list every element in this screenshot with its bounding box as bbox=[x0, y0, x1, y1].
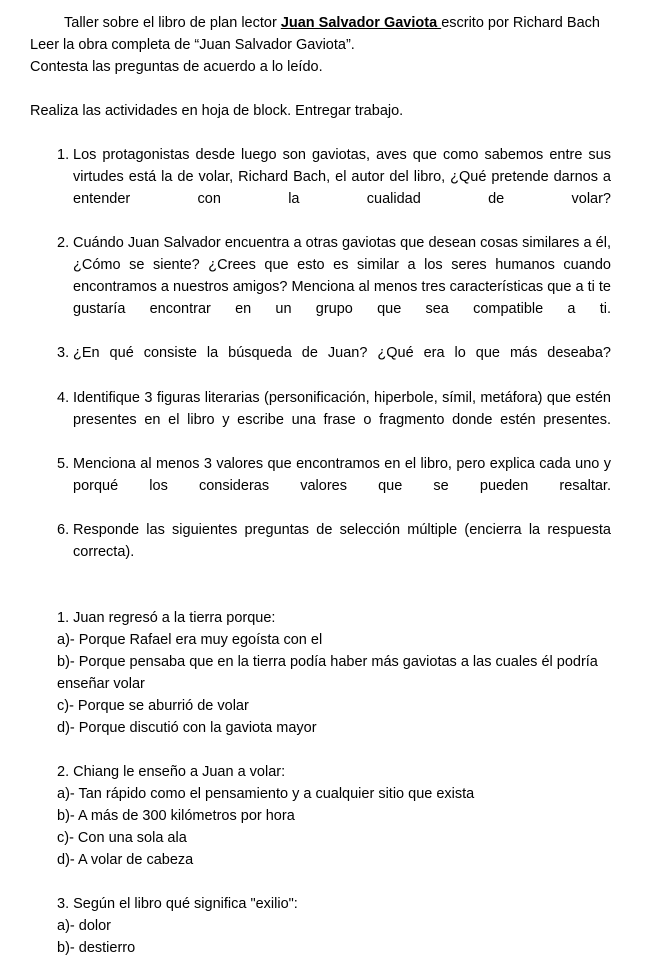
mc-option[interactable]: b)- A más de 300 kilómetros por hora bbox=[57, 808, 295, 825]
intro-line-4: Realiza las actividades en hoja de block. Entregar trabajo. bbox=[30, 103, 404, 120]
mc-option[interactable]: b)- destierro bbox=[57, 940, 136, 957]
question-marker: 1. bbox=[57, 147, 70, 164]
intro-line-2: Leer la obra completa de “Juan Salvador Gaviota”. bbox=[30, 37, 355, 54]
question-text: Identifique 3 figuras literarias (personificación, hiperbole, símil, metáfora) que estén presentes en el libro y escribe una frase o fragmento donde estén presentes. bbox=[73, 389, 611, 428]
question-item bbox=[30, 232, 611, 342]
mc-question-prompt: 2. Chiang le enseño a Juan a volar: bbox=[57, 764, 286, 781]
question-item bbox=[30, 453, 611, 519]
mc-gap bbox=[30, 739, 611, 761]
mc-option[interactable]: c)- Porque se aburrió de volar bbox=[57, 697, 249, 714]
question-item bbox=[30, 387, 611, 453]
mc-option[interactable]: c)- Con una sola ala bbox=[57, 830, 187, 847]
mc-gap bbox=[30, 585, 611, 607]
mc-option[interactable]: d)- Porque discutió con la gaviota mayor bbox=[57, 720, 317, 736]
question-text: Menciona al menos 3 valores que encontramos en el libro, pero explica cada uno y porqué los consideras valores que se pueden resaltar. bbox=[73, 455, 611, 494]
question-marker: 2. bbox=[57, 235, 70, 252]
mc-option[interactable]: b)- Porque pensaba que en la tierra podía haber más gaviotas a las cuales él podría enseñar volar bbox=[57, 653, 598, 692]
mc-gap bbox=[30, 871, 611, 893]
question-text: Cuándo Juan Salvador encuentra a otras gaviotas que desean cosas similares a él, ¿Cómo se siente? ¿Crees que esto es similar a los seres humanos cuando encontramos a nuestros amigos? Menciona al menos tres características que a ti te gustaría encontrar en un grupo que sea compatible a ti. bbox=[73, 235, 611, 318]
question-marker: 4. bbox=[57, 389, 70, 406]
question-item bbox=[30, 342, 611, 386]
section-spacer-top bbox=[30, 122, 611, 144]
question-marker: 3. bbox=[57, 345, 70, 362]
multiple-choice-section bbox=[30, 585, 611, 959]
question-marker: 5. bbox=[57, 455, 70, 472]
intro-block bbox=[30, 12, 611, 122]
intro-title-prefix: Taller sobre el libro de plan lector bbox=[64, 15, 281, 31]
intro-line-3: Contesta las preguntas de acuerdo a lo leído. bbox=[30, 59, 323, 76]
mc-option[interactable]: a)- dolor bbox=[57, 918, 111, 935]
intro-spacer bbox=[30, 78, 611, 100]
mc-option[interactable]: a)- Porque Rafael era muy egoísta con el bbox=[57, 631, 323, 648]
mc-option[interactable]: a)- Tan rápido como el pensamiento y a cualquier sitio que exista bbox=[57, 786, 475, 803]
intro-title-line bbox=[30, 12, 611, 34]
question-marker: 6. bbox=[57, 521, 70, 538]
question-text: Responde las siguientes preguntas de selección múltiple (encierra la respuesta correcta). bbox=[73, 521, 611, 560]
intro-title-suffix: escrito por Richard Bach bbox=[441, 15, 600, 31]
question-item bbox=[30, 519, 611, 585]
question-text: Los protagonistas desde luego son gaviotas, aves que como sabemos entre sus virtudes está la de volar, Richard Bach, el autor del libro, ¿Qué pretende darnos a entender con la cualidad de volar? bbox=[73, 147, 611, 208]
book-title: Juan Salvador Gaviota bbox=[280, 15, 442, 31]
mc-question-prompt: 1. Juan regresó a la tierra porque: bbox=[57, 609, 276, 626]
question-text: ¿En qué consiste la búsqueda de Juan? ¿Qué era lo que más deseaba? bbox=[73, 345, 611, 362]
questions-list bbox=[30, 144, 611, 585]
question-item bbox=[30, 144, 611, 232]
mc-question-prompt: 3. Según el libro qué significa "exilio": bbox=[57, 896, 298, 913]
mc-option[interactable]: d)- A volar de cabeza bbox=[57, 852, 194, 869]
